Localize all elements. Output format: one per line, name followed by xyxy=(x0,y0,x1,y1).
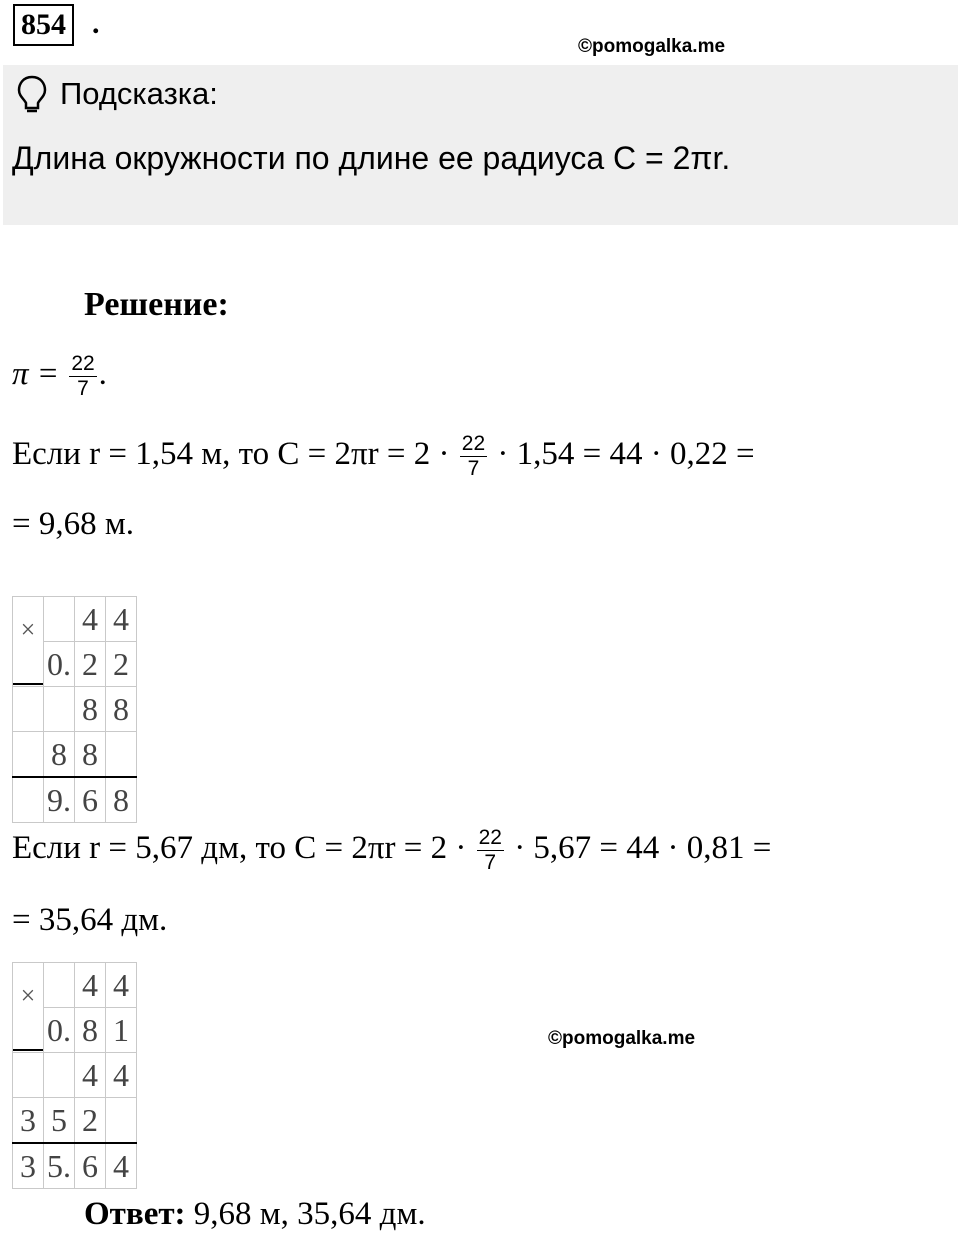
pi-lhs: π = xyxy=(12,356,60,393)
cell: 8 xyxy=(75,732,106,778)
cell: 5 xyxy=(44,1098,75,1144)
cell: 8 xyxy=(106,687,137,732)
cell: 4 xyxy=(75,597,106,642)
cell xyxy=(44,1053,75,1098)
cell xyxy=(44,687,75,732)
cell: 2 xyxy=(106,642,137,687)
cell: 6 xyxy=(75,1143,106,1189)
case2-num: 22 xyxy=(478,826,502,849)
answer-line xyxy=(84,1196,426,1233)
pi-num: 22 xyxy=(71,352,95,375)
case2-part-a: Если r = 5,67 дм, то C = 2πr = 2 · xyxy=(12,830,467,867)
cell xyxy=(13,732,44,778)
case2-den: 7 xyxy=(484,851,497,874)
cell: 8 xyxy=(75,1008,106,1053)
problem-number-dot: . xyxy=(92,7,100,40)
case1-equation xyxy=(12,432,755,481)
cell: 4 xyxy=(106,1053,137,1098)
pi-definition xyxy=(12,352,107,401)
case2-part-b: · 5,67 = 44 · 0,81 = xyxy=(514,830,772,867)
cell: 4 xyxy=(75,1053,106,1098)
watermark-middle: ©pomogalka.me xyxy=(548,1028,696,1049)
pi-fraction xyxy=(69,352,96,401)
case2-fraction xyxy=(477,826,504,875)
hint-text: Длина окружности по длине ее радиуса C = 2πr. xyxy=(12,140,731,176)
cell: 5. xyxy=(44,1143,75,1189)
cell: 8 xyxy=(44,732,75,778)
multiplication-grid-1 xyxy=(12,596,137,823)
hint-title: Подсказка: xyxy=(60,76,218,111)
cell xyxy=(44,963,75,1008)
cell: 8 xyxy=(75,687,106,732)
times-sign: × xyxy=(13,963,44,1053)
problem-number: 854 xyxy=(13,4,74,46)
case1-part-a: Если r = 1,54 м, то C = 2πr = 2 · xyxy=(12,436,450,473)
cell xyxy=(106,732,137,778)
cell xyxy=(13,687,44,732)
cell: 6 xyxy=(75,777,106,823)
cell: 3 xyxy=(13,1098,44,1144)
cell xyxy=(44,597,75,642)
cell xyxy=(13,777,44,823)
answer-text: 9,68 м, 35,64 дм. xyxy=(193,1196,426,1232)
cell: 0. xyxy=(44,642,75,687)
cell: 2 xyxy=(75,642,106,687)
case1-fraction xyxy=(460,432,487,481)
cell: 8 xyxy=(106,777,137,823)
case2-equation xyxy=(12,826,771,875)
cell: 9. xyxy=(44,777,75,823)
cell: 4 xyxy=(106,1143,137,1189)
cell: 4 xyxy=(75,963,106,1008)
cell: 0. xyxy=(44,1008,75,1053)
cell: 4 xyxy=(106,597,137,642)
cell xyxy=(13,1053,44,1098)
multiplication-grid-2 xyxy=(12,962,137,1189)
case1-part-b: · 1,54 = 44 · 0,22 = xyxy=(497,436,755,473)
cell xyxy=(106,1098,137,1144)
case1-num: 22 xyxy=(461,432,486,455)
case1-result: = 9,68 м. xyxy=(12,506,134,542)
lightbulb-icon xyxy=(16,74,48,114)
case1-den: 7 xyxy=(467,457,480,480)
cell: 4 xyxy=(106,963,137,1008)
answer-label: Ответ: xyxy=(84,1196,186,1232)
solution-heading: Решение: xyxy=(84,286,229,323)
cell: 1 xyxy=(106,1008,137,1053)
pi-end: . xyxy=(98,356,107,393)
watermark-top: ©pomogalka.me xyxy=(578,36,726,57)
pi-den: 7 xyxy=(77,377,89,400)
cell: 3 xyxy=(13,1143,44,1189)
times-sign: × xyxy=(13,597,44,687)
case2-result: = 35,64 дм. xyxy=(12,902,168,938)
cell: 2 xyxy=(75,1098,106,1144)
